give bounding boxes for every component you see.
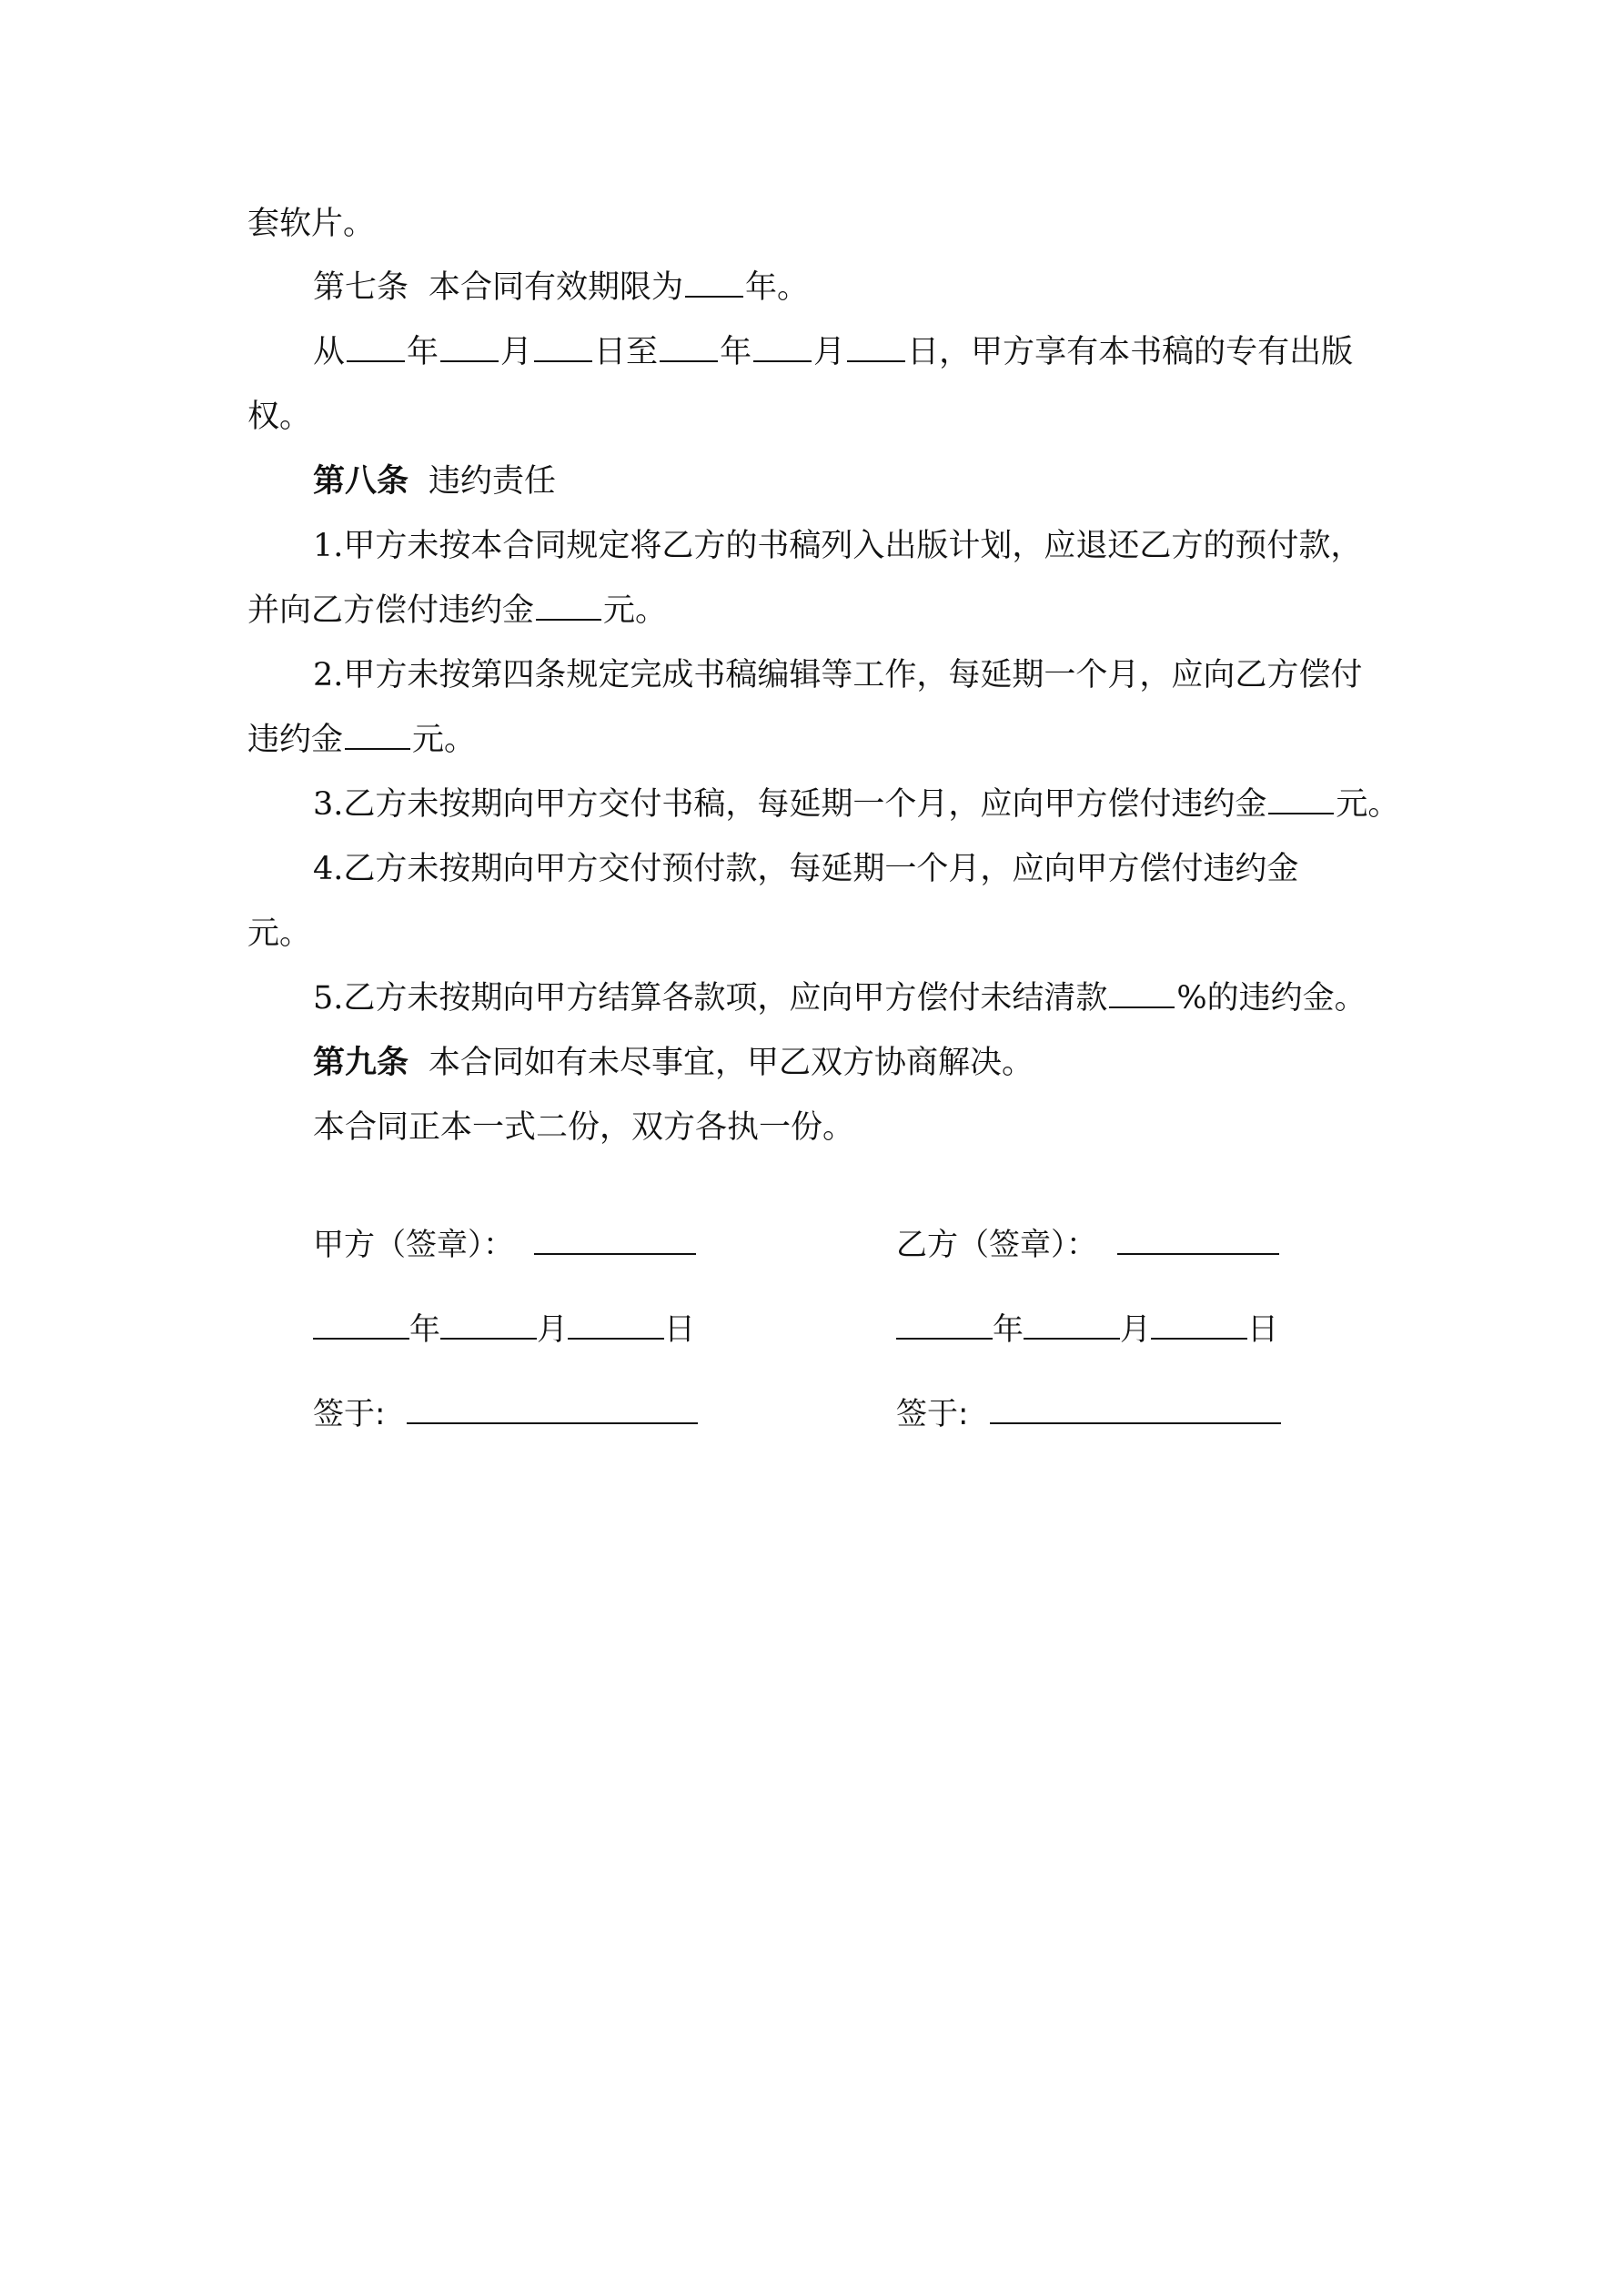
article-8-item-5: 5.乙方未按期向甲方结算各款项，应向甲方偿付未结清款 %的违约金。	[313, 980, 1367, 1017]
party-b-sign-line[interactable]	[1117, 1226, 1279, 1255]
party-b-year-line[interactable]	[896, 1310, 993, 1340]
party-a-year-line[interactable]	[313, 1310, 409, 1340]
article-9: 第九条 本合同如有未尽事宜，甲乙双方协商解决。	[313, 1044, 1034, 1081]
party-a-place-line[interactable]	[407, 1395, 698, 1424]
party-a-day-line[interactable]	[568, 1310, 664, 1340]
blank-from-month[interactable]	[440, 333, 499, 362]
party-a-sign-line[interactable]	[534, 1226, 696, 1255]
article-8-item-1: 1.甲方未按本合同规定将乙方的书稿列入出版计划，应退还乙方的预付款，	[313, 528, 1363, 564]
party-a-date: 年 月 日	[313, 1310, 695, 1350]
article-8-item-2: 2.甲方未按第四条规定完成书稿编辑等工作，每延期一个月，应向乙方偿付	[313, 657, 1363, 693]
blank-to-day[interactable]	[847, 333, 905, 362]
copies-clause: 本合同正本一式二份，双方各执一份。	[313, 1109, 855, 1146]
party-b-month-line[interactable]	[1024, 1310, 1120, 1340]
paragraph-continuation: 套软片。	[247, 206, 376, 242]
party-b-date: 年 月 日	[896, 1310, 1278, 1350]
article-8-item-3: 3.乙方未按期向甲方交付书稿，每延期一个月，应向甲方偿付违约金 元。	[313, 786, 1400, 823]
validity-period-wrap: 权。	[247, 399, 312, 435]
blank-penalty-2[interactable]	[345, 721, 410, 750]
blank-years[interactable]	[685, 268, 743, 298]
article-8-item-2-wrap: 违约金 元。	[247, 722, 477, 758]
article-7: 第七条 本合同有效期限为 年。	[313, 269, 810, 306]
article-8-title: 违约责任	[429, 463, 557, 500]
party-a-signature: 甲方（签章）：	[313, 1225, 696, 1265]
party-b-place-line[interactable]	[990, 1395, 1281, 1424]
blank-penalty-1[interactable]	[536, 592, 601, 621]
party-b-signature: 乙方（签章）：	[896, 1225, 1279, 1265]
party-b-day-line[interactable]	[1151, 1310, 1247, 1340]
article-8-item-1-wrap: 并向乙方偿付违约金 元。	[247, 592, 668, 629]
blank-from-day[interactable]	[534, 333, 592, 362]
blank-penalty-5[interactable]	[1109, 979, 1175, 1008]
party-a-signed-at: 签于:	[313, 1394, 698, 1434]
article-8-item-4-wrap: 元。	[247, 915, 312, 952]
party-a-month-line[interactable]	[440, 1310, 537, 1340]
article-7-label: 第七条	[313, 269, 409, 306]
blank-penalty-3[interactable]	[1268, 785, 1334, 814]
blank-from-year[interactable]	[347, 333, 405, 362]
article-8-label: 第八条	[313, 462, 409, 500]
blank-to-year[interactable]	[660, 333, 718, 362]
article-9-label: 第九条	[313, 1044, 409, 1081]
party-b-signed-at: 签于:	[896, 1394, 1281, 1434]
article-8-item-4: 4.乙方未按期向甲方交付预付款，每延期一个月，应向甲方偿付违约金	[313, 851, 1299, 887]
blank-to-month[interactable]	[753, 333, 812, 362]
validity-period: 从 年 月 日至 年 月 日，甲方享有本书稿的专有出版	[313, 334, 1354, 370]
article-8-heading	[313, 461, 1389, 501]
